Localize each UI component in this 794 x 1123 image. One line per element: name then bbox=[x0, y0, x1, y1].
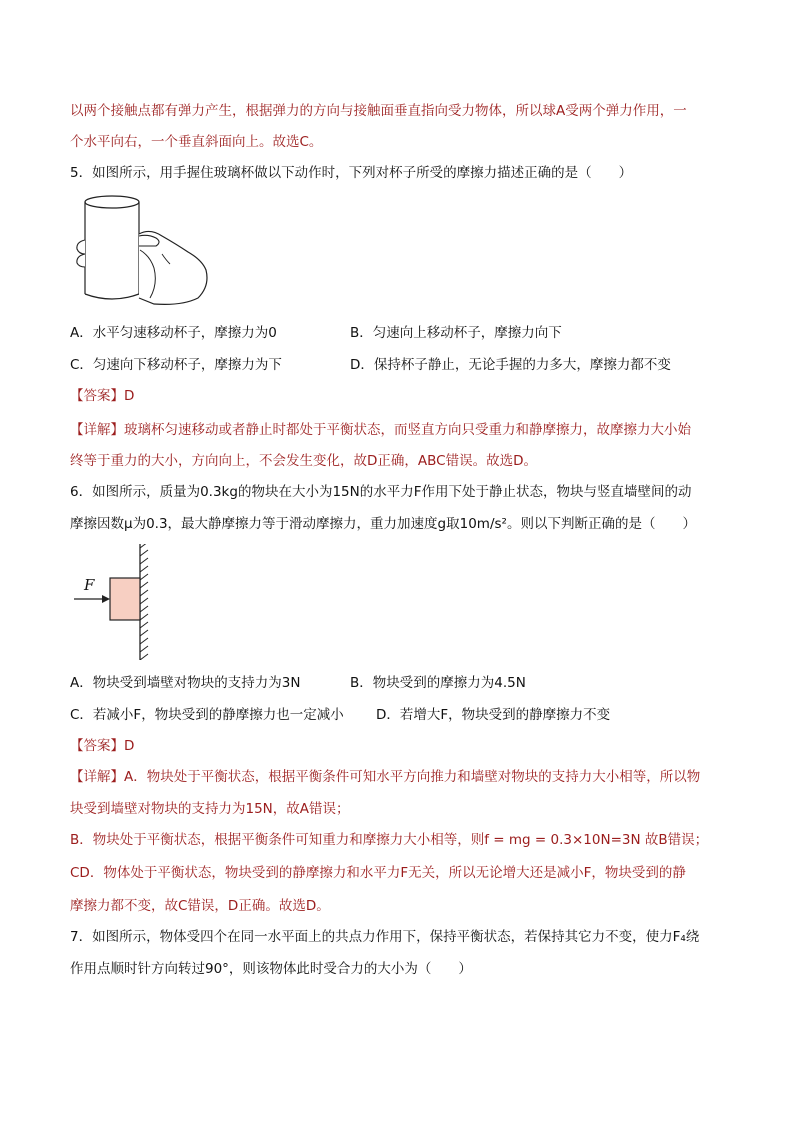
q6-option-a: A．物块受到墙壁对物块的支持力为3N bbox=[70, 675, 301, 691]
q6-option-b: B．物块受到的摩擦力为4.5N bbox=[350, 675, 526, 691]
q5-answer: 【答案】D bbox=[70, 388, 135, 404]
q6-explain-line-1: 【详解】A．物块处于平衡状态，根据平衡条件可知水平方向推力和墙壁对物块的支持力大小相等，所以物 bbox=[70, 769, 701, 785]
q5-stem: 5．如图所示，用手握住玻璃杯做以下动作时，下列对杯子所受的摩擦力描述正确的是（ ） bbox=[70, 165, 633, 181]
q7-stem-line-1: 7．如图所示，物体受四个在同一水平面上的共点力作用下，保持平衡状态，若保持其它力不变，使力F₄绕 bbox=[70, 929, 700, 945]
q6-stem-line-1: 6．如图所示，质量为0.3kg的物块在大小为15N的水平力F作用下处于静止状态，物块与竖直墙壁间的动 bbox=[70, 484, 692, 500]
prev-explain-line-1: 以两个接触点都有弹力产生，根据弹力的方向与接触面垂直指向受力物体，所以球A受两个弹力作用，一 bbox=[70, 103, 687, 119]
q5-option-b: B．匀速向上移动杯子，摩擦力向下 bbox=[350, 325, 562, 341]
q5-option-c: C．匀速向下移动杯子，摩擦力为下 bbox=[70, 357, 282, 373]
glass-hand-figure bbox=[70, 194, 220, 306]
q6-explain-line-2: 块受到墙壁对物块的支持力为15N，故A错误； bbox=[70, 801, 350, 817]
q6-stem-line-2: 摩擦因数μ为0.3，最大静摩擦力等于滑动摩擦力，重力加速度g取10m/s²。则以下判断正确的是（ ） bbox=[70, 516, 696, 532]
force-label: F bbox=[84, 576, 95, 594]
q6-option-c: C．若减小F，物块受到的静摩擦力也一定减小 bbox=[70, 707, 344, 723]
q7-stem-line-2: 作用点顺时针方向转过90°，则该物体此时受合力的大小为（ ） bbox=[70, 961, 472, 977]
q5-explain-line-1: 【详解】玻璃杯匀速移动或者静止时都处于平衡状态，而竖直方向只受重力和静摩擦力，故摩擦力大小始 bbox=[70, 422, 691, 438]
q6-option-d: D．若增大F，物块受到的静摩擦力不变 bbox=[376, 707, 611, 723]
q6-explain-line-3: B．物块处于平衡状态，根据平衡条件可知重力和摩擦力大小相等，则f = mg = 0.3×10N=3N 故B错误； bbox=[70, 832, 709, 848]
prev-explain-line-2: 个水平向右，一个垂直斜面向上。故选C。 bbox=[70, 134, 323, 150]
q6-explain-line-5: 摩擦力都不变，故C错误，D正确。故选D。 bbox=[70, 898, 330, 914]
block bbox=[110, 578, 140, 620]
q5-option-a: A．水平匀速移动杯子，摩擦力为0 bbox=[70, 325, 277, 341]
q6-answer: 【答案】D bbox=[70, 738, 135, 754]
q6-explain-line-4: CD．物体处于平衡状态，物块受到的静摩擦力和水平力F无关，所以无论增大还是减小F，物块受到的静 bbox=[70, 865, 686, 881]
block-wall-figure bbox=[70, 544, 160, 660]
q5-option-d: D．保持杯子静止，无论手握的力多大，摩擦力都不变 bbox=[350, 357, 671, 373]
q5-explain-line-2: 终等于重力的大小，方向向上，不会发生变化，故D正确，ABC错误。故选D。 bbox=[70, 453, 537, 469]
